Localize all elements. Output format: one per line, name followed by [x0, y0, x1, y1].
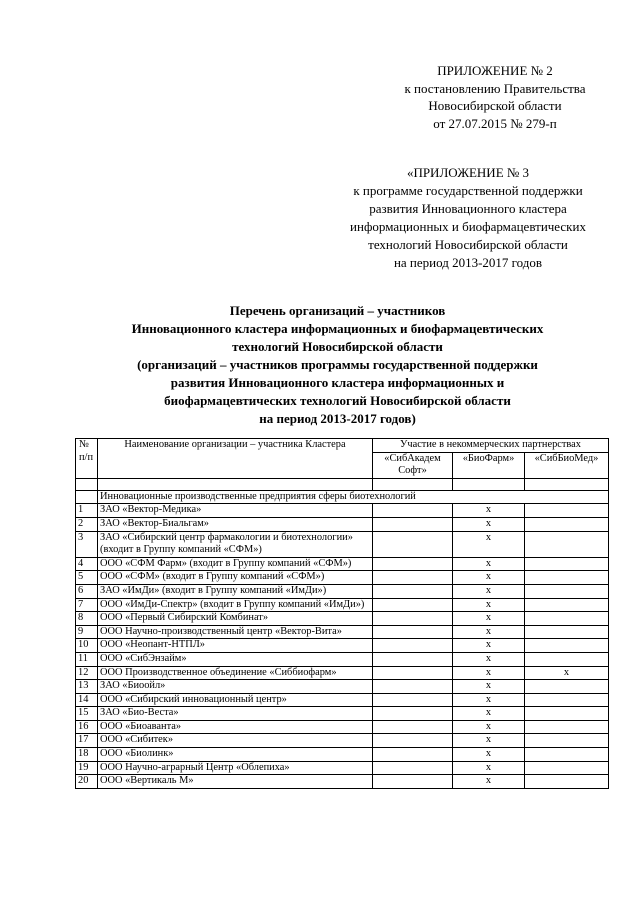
table-row [76, 571, 609, 585]
row-number: 3 [76, 531, 98, 557]
participation-sibbiomed [525, 707, 609, 721]
participation-sibbiomed [525, 775, 609, 789]
organization-name: ООО «СФМ» (входит в Группу компаний «СФМ») [98, 571, 373, 585]
participation-sibbiomed [525, 720, 609, 734]
document-title [60, 302, 615, 428]
organization-name: ЗАО «Вектор-Биальгам» [98, 517, 373, 531]
title-line: на период 2013-2017 годов) [259, 411, 416, 426]
annex-3-line: развития Инновационного кластера [369, 201, 567, 216]
col-num-header: № п/п [76, 439, 98, 479]
title-line: биофармацевтических технологий Новосибирской области [164, 393, 511, 408]
title-line: Инновационного кластера информационных и биофармацевтических [131, 321, 544, 336]
col-name-header: Наименование организации – участника Кластера [98, 439, 373, 479]
organization-name: ООО Производственное объединение «Сиббиофарм» [98, 666, 373, 680]
organization-name: ЗАО «Сибирский центр фармакологии и биотехнологии» (входит в Группу компаний «СФМ») [98, 531, 373, 557]
section-title: Инновационные производственные предприятия сферы биотехнологий [98, 490, 609, 504]
organization-name: ООО «Биоаванта» [98, 720, 373, 734]
participation-sibbiomed [525, 584, 609, 598]
annex-2-line: Новосибирской области [428, 98, 562, 113]
row-number: 9 [76, 625, 98, 639]
participation-sibbiomed [525, 680, 609, 694]
participation-sibakademsoft [373, 625, 453, 639]
section-row [76, 490, 609, 504]
participation-sibakademsoft [373, 531, 453, 557]
participation-sibakademsoft [373, 748, 453, 762]
table-row [76, 557, 609, 571]
annex-3-header [318, 164, 618, 272]
participation-sibakademsoft [373, 693, 453, 707]
participation-sibbiomed: х [525, 666, 609, 680]
organization-name: ООО «СибЭнзайм» [98, 652, 373, 666]
table-row [76, 531, 609, 557]
title-line: развития Инновационного кластера информационных и [170, 375, 505, 390]
participation-biofarm: х [453, 748, 525, 762]
row-number: 2 [76, 517, 98, 531]
annex-3-title: «ПРИЛОЖЕНИЕ № 3 [406, 165, 530, 180]
participation-sibakademsoft [373, 775, 453, 789]
participation-biofarm: х [453, 571, 525, 585]
annex-3-line: на период 2013-2017 годов [393, 255, 543, 270]
annex-3-line: технологий Новосибирской области [368, 237, 568, 252]
subcol-sibbiomed-header: «СибБиоМед» [525, 452, 609, 478]
row-number: 12 [76, 666, 98, 680]
participation-sibbiomed [525, 652, 609, 666]
participation-biofarm: х [453, 584, 525, 598]
table-row [76, 504, 609, 518]
annex-2-line: от 27.07.2015 № 279-п [433, 115, 557, 131]
participation-biofarm: х [453, 707, 525, 721]
participation-sibakademsoft [373, 598, 453, 612]
organization-name: ООО «Сибитек» [98, 734, 373, 748]
participation-biofarm: х [453, 598, 525, 612]
participation-sibbiomed [525, 531, 609, 557]
participation-sibakademsoft [373, 666, 453, 680]
participation-sibakademsoft [373, 707, 453, 721]
participation-biofarm: х [453, 652, 525, 666]
participation-sibakademsoft [373, 571, 453, 585]
organization-name: ЗАО «Биоойл» [98, 680, 373, 694]
participation-sibbiomed [525, 748, 609, 762]
participation-sibbiomed [525, 504, 609, 518]
table-row [76, 734, 609, 748]
participation-biofarm: х [453, 612, 525, 626]
row-number: 15 [76, 707, 98, 721]
participation-sibbiomed [525, 517, 609, 531]
participation-sibakademsoft [373, 639, 453, 653]
organization-name: ЗАО «Био-Веста» [98, 707, 373, 721]
table-row [76, 761, 609, 775]
empty-row [76, 478, 609, 490]
participation-sibakademsoft [373, 761, 453, 775]
organization-name: ООО «Сибирский инновационный центр» [98, 693, 373, 707]
participation-biofarm: х [453, 504, 525, 518]
participation-biofarm: х [453, 666, 525, 680]
participation-sibbiomed [525, 612, 609, 626]
row-number: 5 [76, 571, 98, 585]
row-number: 10 [76, 639, 98, 653]
table-row [76, 666, 609, 680]
title-line: (организаций – участников программы государственной поддержки [137, 357, 538, 372]
participation-biofarm: х [453, 761, 525, 775]
participation-sibbiomed [525, 693, 609, 707]
annex-3-line: информационных и биофармацевтических [350, 219, 586, 234]
title-line: Перечень организаций – участников [229, 303, 446, 318]
participation-sibbiomed [525, 598, 609, 612]
table-row [76, 598, 609, 612]
row-number: 6 [76, 584, 98, 598]
organization-name: ООО «ИмДи-Спектр» (входит в Группу компаний «ИмДи») [98, 598, 373, 612]
table-row [76, 612, 609, 626]
organization-name: ООО Научно-производственный центр «Вектор-Вита» [98, 625, 373, 639]
table-row [76, 775, 609, 789]
title-line: технологий Новосибирской области [232, 339, 443, 354]
organization-name: ЗАО «Вектор-Медика» [98, 504, 373, 518]
participation-biofarm: х [453, 639, 525, 653]
annex-2-line: к постановлению Правительства [404, 80, 586, 96]
organization-name: ООО «СФМ Фарм» (входит в Группу компаний «СФМ») [98, 557, 373, 571]
table-row [76, 652, 609, 666]
participation-sibbiomed [525, 734, 609, 748]
participation-biofarm: х [453, 693, 525, 707]
table-row [76, 680, 609, 694]
row-number: 19 [76, 761, 98, 775]
participation-sibakademsoft [373, 734, 453, 748]
table-header-row [76, 439, 609, 453]
row-number: 17 [76, 734, 98, 748]
participation-biofarm: х [453, 720, 525, 734]
participation-biofarm: х [453, 734, 525, 748]
annex-3-line: к программе государственной поддержки [353, 183, 583, 198]
table-row [76, 584, 609, 598]
organization-name: ООО «Неопант-НТПЛ» [98, 639, 373, 653]
col-group-header: Участие в некоммерческих партнерствах [373, 439, 609, 453]
subcol-sibakadem-header: «СибАкадем Софт» [373, 452, 453, 478]
participation-biofarm: х [453, 531, 525, 557]
table-row [76, 707, 609, 721]
row-number: 18 [76, 748, 98, 762]
row-number: 13 [76, 680, 98, 694]
participation-sibakademsoft [373, 680, 453, 694]
table-row [76, 639, 609, 653]
subcol-biofarm-header: «БиоФарм» [453, 452, 525, 478]
participation-sibakademsoft [373, 652, 453, 666]
row-number: 8 [76, 612, 98, 626]
participation-sibbiomed [525, 639, 609, 653]
row-number: 14 [76, 693, 98, 707]
organization-name: ЗАО «ИмДи» (входит в Группу компаний «ИмДи») [98, 584, 373, 598]
participation-sibakademsoft [373, 720, 453, 734]
participation-sibakademsoft [373, 584, 453, 598]
participation-biofarm: х [453, 775, 525, 789]
participation-biofarm: х [453, 625, 525, 639]
participation-biofarm: х [453, 557, 525, 571]
participation-biofarm: х [453, 680, 525, 694]
table-row [76, 693, 609, 707]
participation-sibakademsoft [373, 612, 453, 626]
organization-name: ООО «Первый Сибирский Комбинат» [98, 612, 373, 626]
row-number: 7 [76, 598, 98, 612]
row-number: 1 [76, 504, 98, 518]
organization-name: ООО Научно-аграрный Центр «Облепиха» [98, 761, 373, 775]
participation-sibbiomed [525, 761, 609, 775]
organization-name: ООО «Биолинк» [98, 748, 373, 762]
participants-table [75, 438, 609, 789]
participation-sibakademsoft [373, 517, 453, 531]
participation-sibakademsoft [373, 504, 453, 518]
row-number: 16 [76, 720, 98, 734]
participation-sibbiomed [525, 625, 609, 639]
table-row [76, 720, 609, 734]
participation-sibakademsoft [373, 557, 453, 571]
table-row [76, 517, 609, 531]
row-number: 11 [76, 652, 98, 666]
row-number: 4 [76, 557, 98, 571]
table-row [76, 748, 609, 762]
participation-biofarm: х [453, 517, 525, 531]
annex-2-title: ПРИЛОЖЕНИЕ № 2 [437, 63, 553, 78]
row-number: 20 [76, 775, 98, 789]
table-row [76, 625, 609, 639]
participation-sibbiomed [525, 557, 609, 571]
organization-name: ООО «Вертикаль М» [98, 775, 373, 789]
participation-sibbiomed [525, 571, 609, 585]
annex-2-header [380, 62, 610, 132]
